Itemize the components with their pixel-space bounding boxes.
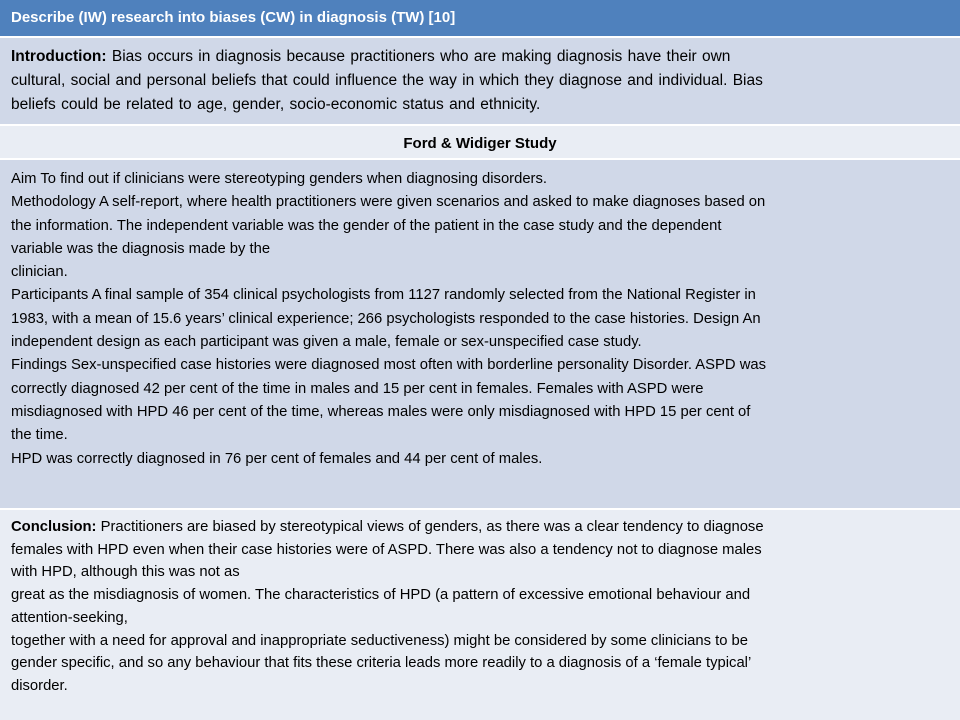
study-line: the time. xyxy=(11,427,68,444)
study-line: correctly diagnosed 42 per cent of the time in males and 15 per cent in females. Females with ASPD were xyxy=(11,380,704,397)
table-header-row xyxy=(0,0,960,38)
conclusion-line: gender specific, and so any behaviour that fits these criteria leads more readily to a diagnosis of a ‘female typical’ xyxy=(11,655,752,672)
conclusion-line: great as the misdiagnosis of women. The characteristics of HPD (a pattern of excessive emotional behaviour and xyxy=(11,587,751,604)
study-line: Aim To find out if clinicians were stereotyping genders when diagnosing disorders. xyxy=(11,171,547,187)
study-line: Participants A final sample of 354 clinical psychologists from 1127 randomly selected from the National Register in xyxy=(11,287,756,304)
study-line: independent design as each participant was given a male, female or sex-unspecified case study. xyxy=(11,334,642,351)
introduction-line-text: Bias occurs in diagnosis because practitioners who are making diagnosis have their own xyxy=(106,48,731,65)
introduction-line: cultural, social and personal beliefs that could influence the way in which they diagnose and individual. Bias xyxy=(11,72,763,89)
introduction-line: beliefs could be related to age, gender, socio-economic status and ethnicity. xyxy=(11,96,541,113)
study-details-text xyxy=(11,168,951,471)
introduction-line xyxy=(11,45,946,69)
introduction-label: Introduction: xyxy=(11,48,107,65)
study-line: Findings Sex-unspecified case histories were diagnosed most often with borderline personality Disorder. ASPD was xyxy=(11,357,767,374)
study-title-row xyxy=(0,126,960,160)
conclusion-label: Conclusion: xyxy=(11,519,97,535)
conclusion-line: together with a need for approval and inappropriate seductiveness) might be considered by some clinicians to be xyxy=(11,632,748,649)
conclusion-line xyxy=(11,516,951,539)
conclusion-line: attention-seeking, xyxy=(11,609,128,626)
study-line: clinician. xyxy=(11,264,68,281)
study-details-row xyxy=(0,160,960,510)
study-title: Ford & Widiger Study xyxy=(403,135,557,152)
study-line: the information. The independent variable was the gender of the patient in the case study and the dependent xyxy=(11,217,722,234)
study-line: 1983, with a mean of 15.6 years’ clinical experience; 266 psychologists responded to the case histories. Design An xyxy=(11,310,761,327)
conclusion-line: disorder. xyxy=(11,677,68,694)
introduction-text xyxy=(11,45,946,117)
study-line: misdiagnosed with HPD 46 per cent of the time, whereas males were only misdiagnosed with HPD 15 per cent of xyxy=(11,403,751,420)
study-line: Methodology A self-report, where health practitioners were given scenarios and asked to make diagnoses based on xyxy=(11,194,766,211)
conclusion-line-text: Practitioners are biased by stereotypical views of genders, as there was a clear tendency to diagnose xyxy=(96,519,764,535)
question-title: Describe (IW) research into biases (CW) in diagnosis (TW) [10] xyxy=(11,9,456,26)
conclusion-line: with HPD, although this was not as xyxy=(11,564,240,581)
conclusion-row xyxy=(0,510,960,720)
study-line: variable was the diagnosis made by the xyxy=(11,240,271,257)
conclusion-text xyxy=(11,516,951,698)
introduction-row xyxy=(0,38,960,126)
study-line: HPD was correctly diagnosed in 76 per cent of females and 44 per cent of males. xyxy=(11,450,543,467)
conclusion-line: females with HPD even when their case histories were of ASPD. There was also a tendency not to diagnose males xyxy=(11,541,762,558)
